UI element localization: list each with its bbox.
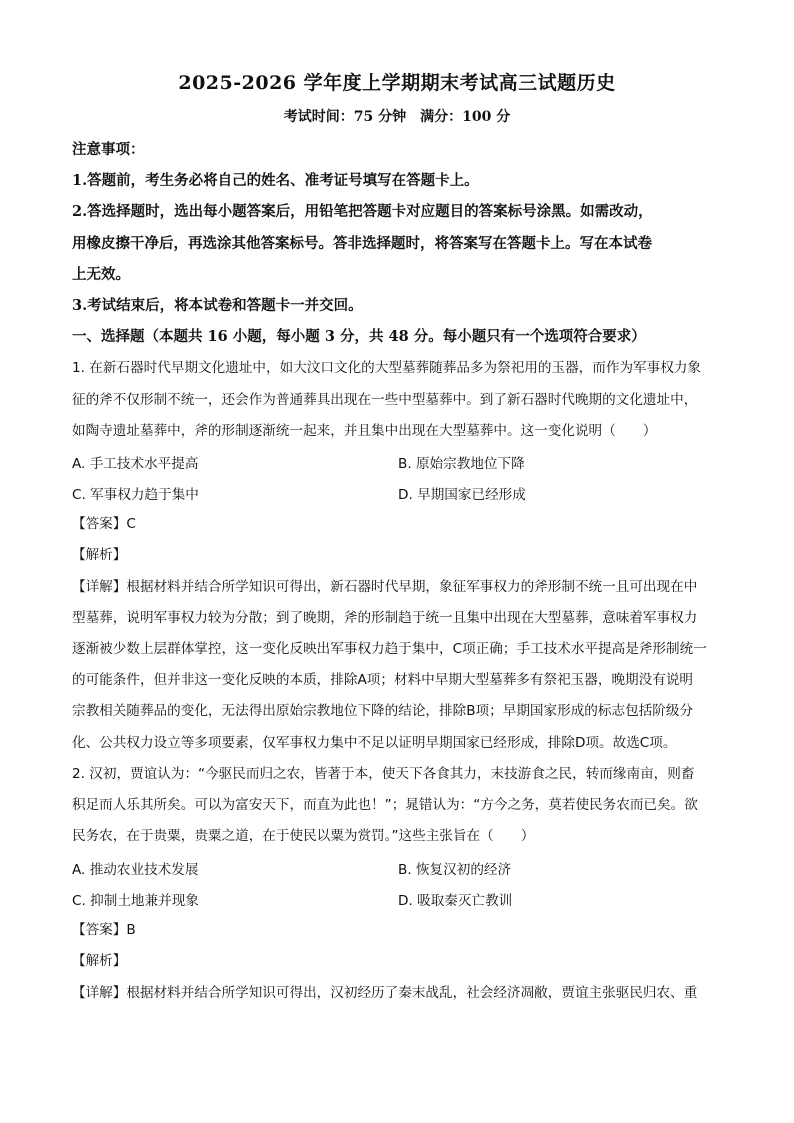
question-1-stem: 征的斧不仅形制不统一，还会作为普通葬具出现在一些中型墓葬中。到了新石器时代晚期的文化遗址中，	[72, 392, 698, 408]
question-2-stem: 2. 汉初，贾谊认为：“今驱民而归之农，皆著于本，使天下各食其力，末技游食之民，转而缘南亩，则畜	[72, 766, 695, 782]
question-1-option-c: C. 军事权力趋于集中	[72, 487, 199, 503]
question-1-detail: 化、公共权力设立等多项要素，仅军事权力集中不足以证明早期国家已经形成，排除D项。故选C项。	[72, 735, 677, 751]
question-1-option-a: A. 手工技术水平提高	[72, 456, 199, 472]
exam-time-info: 考试时间：75 分钟 满分：100 分	[283, 109, 511, 125]
question-1-answer: 【答案】C	[72, 516, 136, 532]
question-1-detail: 型墓葬，说明军事权力较为分散；到了晚期，斧的形制趋于统一且集中出现在大型墓葬，意味着军事权力	[72, 610, 698, 626]
question-2-stem: 积足而人乐其所矣。可以为富安天下，而直为此也！”；晁错认为：“方今之务，莫若使民务农而已矣。欲	[72, 797, 698, 813]
question-1-detail: 的可能条件，但并非这一变化反映的本质，排除A项；材料中早期大型墓葬多有祭祀玉器，晚期没有说明	[72, 672, 694, 688]
question-2-option-d: D. 吸取秦灭亡教训	[398, 893, 513, 909]
question-1-detail: 逐渐被少数上层群体掌控，这一变化反映出军事权力趋于集中，C项正确；手工技术水平提高是斧形制统一	[72, 641, 707, 657]
question-2-stem: 民务农，在于贵粟，贵粟之道，在于使民以粟为赏罚。”这些主张旨在（ ）	[72, 828, 535, 844]
question-1-detail: 【详解】根据材料并结合所学知识可得出，新石器时代早期，象征军事权力的斧形制不统一且可出现在中	[72, 579, 698, 595]
question-1-option-b: B. 原始宗教地位下降	[398, 456, 525, 472]
question-1-stem: 如陶寺遗址墓葬中，斧的形制逐渐统一起来，并且集中出现在大型墓葬中。这一变化说明（ ）	[72, 423, 657, 439]
notice-item: 3.考试结束后，将本试卷和答题卡一并交回。	[72, 297, 363, 314]
question-2-option-a: A. 推动农业技术发展	[72, 862, 199, 878]
notice-item: 2.答选择题时，选出每小题答案后，用铅笔把答题卡对应题目的答案标号涂黑。如需改动，	[72, 203, 653, 220]
page-title: 2025-2026 学年度上学期期末考试高三试题历史	[178, 72, 616, 94]
question-1-detail: 宗教相关随葬品的变化，无法得出原始宗教地位下降的结论，排除B项；早期国家形成的标志包括阶级分	[72, 703, 694, 719]
question-2-detail: 【详解】根据材料并结合所学知识可得出，汉初经历了秦末战乱，社会经济凋敝，贾谊主张驱民归农、重	[72, 985, 698, 1001]
section-heading: 一、选择题（本题共 16 小题，每小题 3 分，共 48 分。每小题只有一个选项符合要求）	[72, 328, 646, 345]
notice-heading: 注意事项：	[72, 141, 145, 158]
notice-item: 用橡皮擦干净后，再选涂其他答案标号。答非选择题时，将答案写在答题卡上。写在本试卷	[72, 235, 652, 252]
notice-item: 1.答题前，考生务必将自己的姓名、准考证号填写在答题卡上。	[72, 172, 479, 189]
question-2-option-c: C. 抑制土地兼并现象	[72, 893, 199, 909]
question-1-analysis-label: 【解析】	[72, 547, 127, 563]
notice-item: 上无效。	[72, 266, 130, 283]
question-2-analysis-label: 【解析】	[72, 953, 127, 969]
question-1-stem: 1. 在新石器时代早期文化遗址中，如大汶口文化的大型墓葬随葬品多为祭祀用的玉器，而作为军事权力象	[72, 360, 702, 376]
question-2-option-b: B. 恢复汉初的经济	[398, 862, 512, 878]
question-2-answer: 【答案】B	[72, 922, 136, 938]
question-1-option-d: D. 早期国家已经形成	[398, 487, 526, 503]
